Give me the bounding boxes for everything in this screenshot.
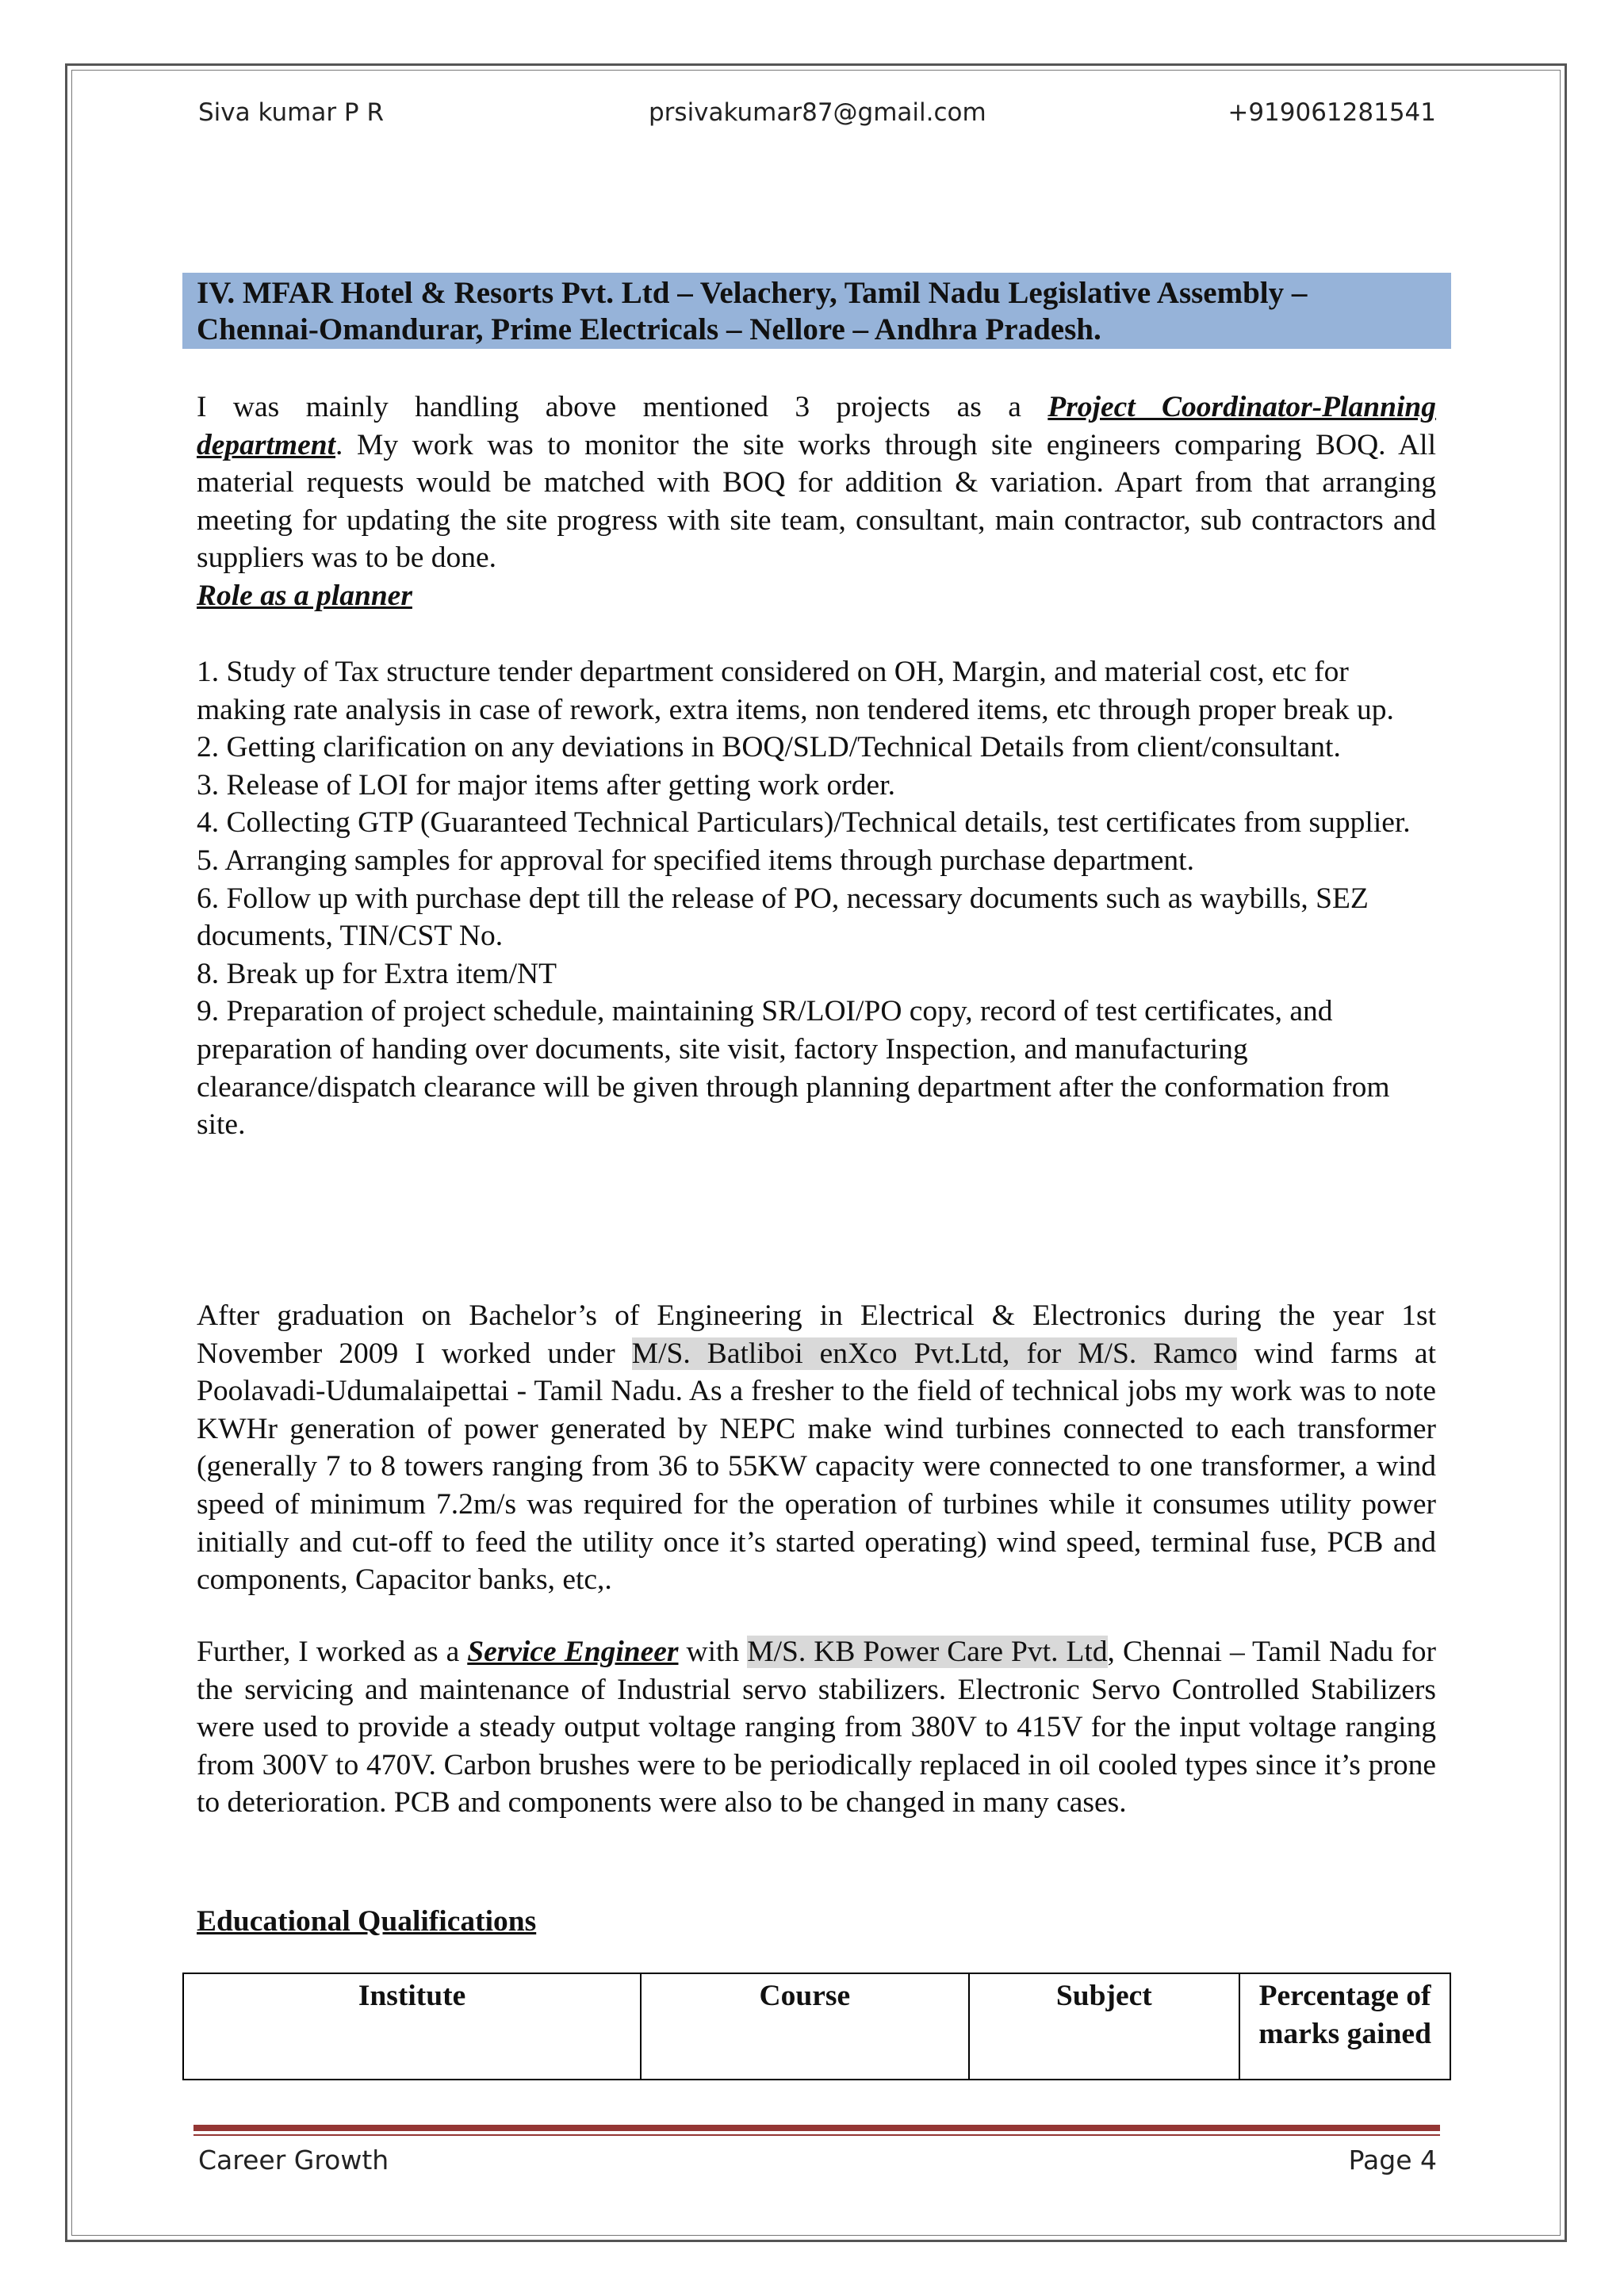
intro-text-rest: . My work was to monitor the site works through site engineers comparing BOQ. All material requests would be matched with BOQ for addition & variation. Apart from that arranging meeting for updating the site progress with site team, consultant, main contractor, sub contractors and suppliers was to be done. [197,428,1436,575]
col-header-institute: Institute [183,1973,641,2080]
education-table [182,1973,1451,2080]
service-text-before: Further, I worked as a [197,1636,468,1668]
service-text-mid: with [678,1636,748,1668]
intro-first-line [197,388,1436,427]
planner-item: 8. Break up for Extra item/NT [197,957,557,990]
education-heading: Educational Qualifications [197,1905,537,1938]
page-number: Page 4 [1348,2145,1437,2175]
education-table-header-row [183,1973,1450,2080]
col-header-percentage: Percentage of marks gained [1239,1973,1450,2080]
header-phone: +919061281541 [1228,98,1436,127]
header-name: Siva kumar P R [198,98,385,127]
footer-rule-thick [193,2125,1440,2131]
intro-paragraph [197,388,1436,615]
service-paragraph [197,1633,1436,1822]
footer-title: Career Growth [198,2145,389,2175]
col-header-course: Course [641,1973,968,2080]
planner-item: 6. Follow up with purchase dept till the release of PO, necessary documents such as waybills, SEZ documents, TIN/CST No. [197,882,1369,953]
planner-item: 3. Release of LOI for major items after getting work order. [197,768,895,802]
planner-list [197,653,1436,1144]
planner-item: 5. Arranging samples for approval for specified items through purchase department. [197,844,1194,877]
graduation-text-after: wind farms at Poolavadi-Udumalaipettai - Tamil Nadu. As a fresher to the field of technical jobs my work was to note KWHr generation of power generated by NEPC make wind turbines connected to each transformer (generally 7 to 8 towers ranging from 36 to 55KW capacity were connected to one transformer, a wind speed of minimum 7.2m/s was required for the operation of turbines while it consumes utility power initially and cut-off to feed the utility once it’s started operating) wind speed, terminal fuse, PCB and components, Capacitor banks, etc,. [197,1337,1436,1597]
header-email: prsivakumar87@gmail.com [649,98,986,127]
footer-rule-thin [193,2134,1440,2136]
planner-heading: Role as a planner [197,579,412,612]
section-title-line-2: Chennai-Omandurar, Prime Electricals – Nellore – Andhra Pradesh. [197,312,1101,346]
planner-item: 1. Study of Tax structure tender department considered on OH, Margin, and material cost, etc for making rate analysis in case of rework, extra items, non tendered items, etc through proper break up. [197,656,1394,726]
intro-rest [197,427,1436,577]
service-role-title: Service Engineer [467,1636,679,1668]
graduation-company-highlight: M/S. Batliboi enXco Pvt.Ltd, for M/S. Ramco [631,1337,1238,1370]
intro-role-title-cont: department [197,428,335,461]
section-title-bar [182,273,1451,349]
planner-item: 9. Preparation of project schedule, maintaining SR/LOI/PO copy, record of test certificates, and preparation of handing over documents, site visit, factory Inspection, and manufacturing clearance/dispatch clearance will be given through planning department after the conformation from site. [197,995,1390,1142]
intro-text-start: I was mainly handling above mentioned 3 projects as a [197,391,1048,423]
service-company-highlight: M/S. KB Power Care Pvt. Ltd [747,1636,1108,1668]
graduation-paragraph [197,1297,1436,1599]
section-title-line-1: IV. MFAR Hotel & Resorts Pvt. Ltd – Velachery, Tamil Nadu Legislative Assembly – [197,276,1308,310]
graduation-text-before: After graduation on Bachelor’s of Engineering in Electrical & Electronics during the year 1st November 2009 I worked under [197,1299,1436,1370]
planner-item: 4. Collecting GTP (Guaranteed Technical Particulars)/Technical details, test certificates from supplier. [197,806,1411,840]
service-text-after: , Chennai – Tamil Nadu for the servicing and maintenance of Industrial servo stabilizers. Electronic Servo Controlled Stabilizers were used to provide a steady output voltage ranging from 380V to 415V for the input voltage ranging from 300V to 470V. Carbon brushes were to be periodically replaced in oil cooled types since it’s prone to deterioration. PCB and components were also to be changed in many cases. [197,1636,1436,1820]
col-header-subject: Subject [969,1973,1240,2080]
intro-role-title: Project Coordinator-Planning [1048,391,1436,423]
planner-item: 2. Getting clarification on any deviations in BOQ/SLD/Technical Details from client/consultant. [197,731,1341,764]
